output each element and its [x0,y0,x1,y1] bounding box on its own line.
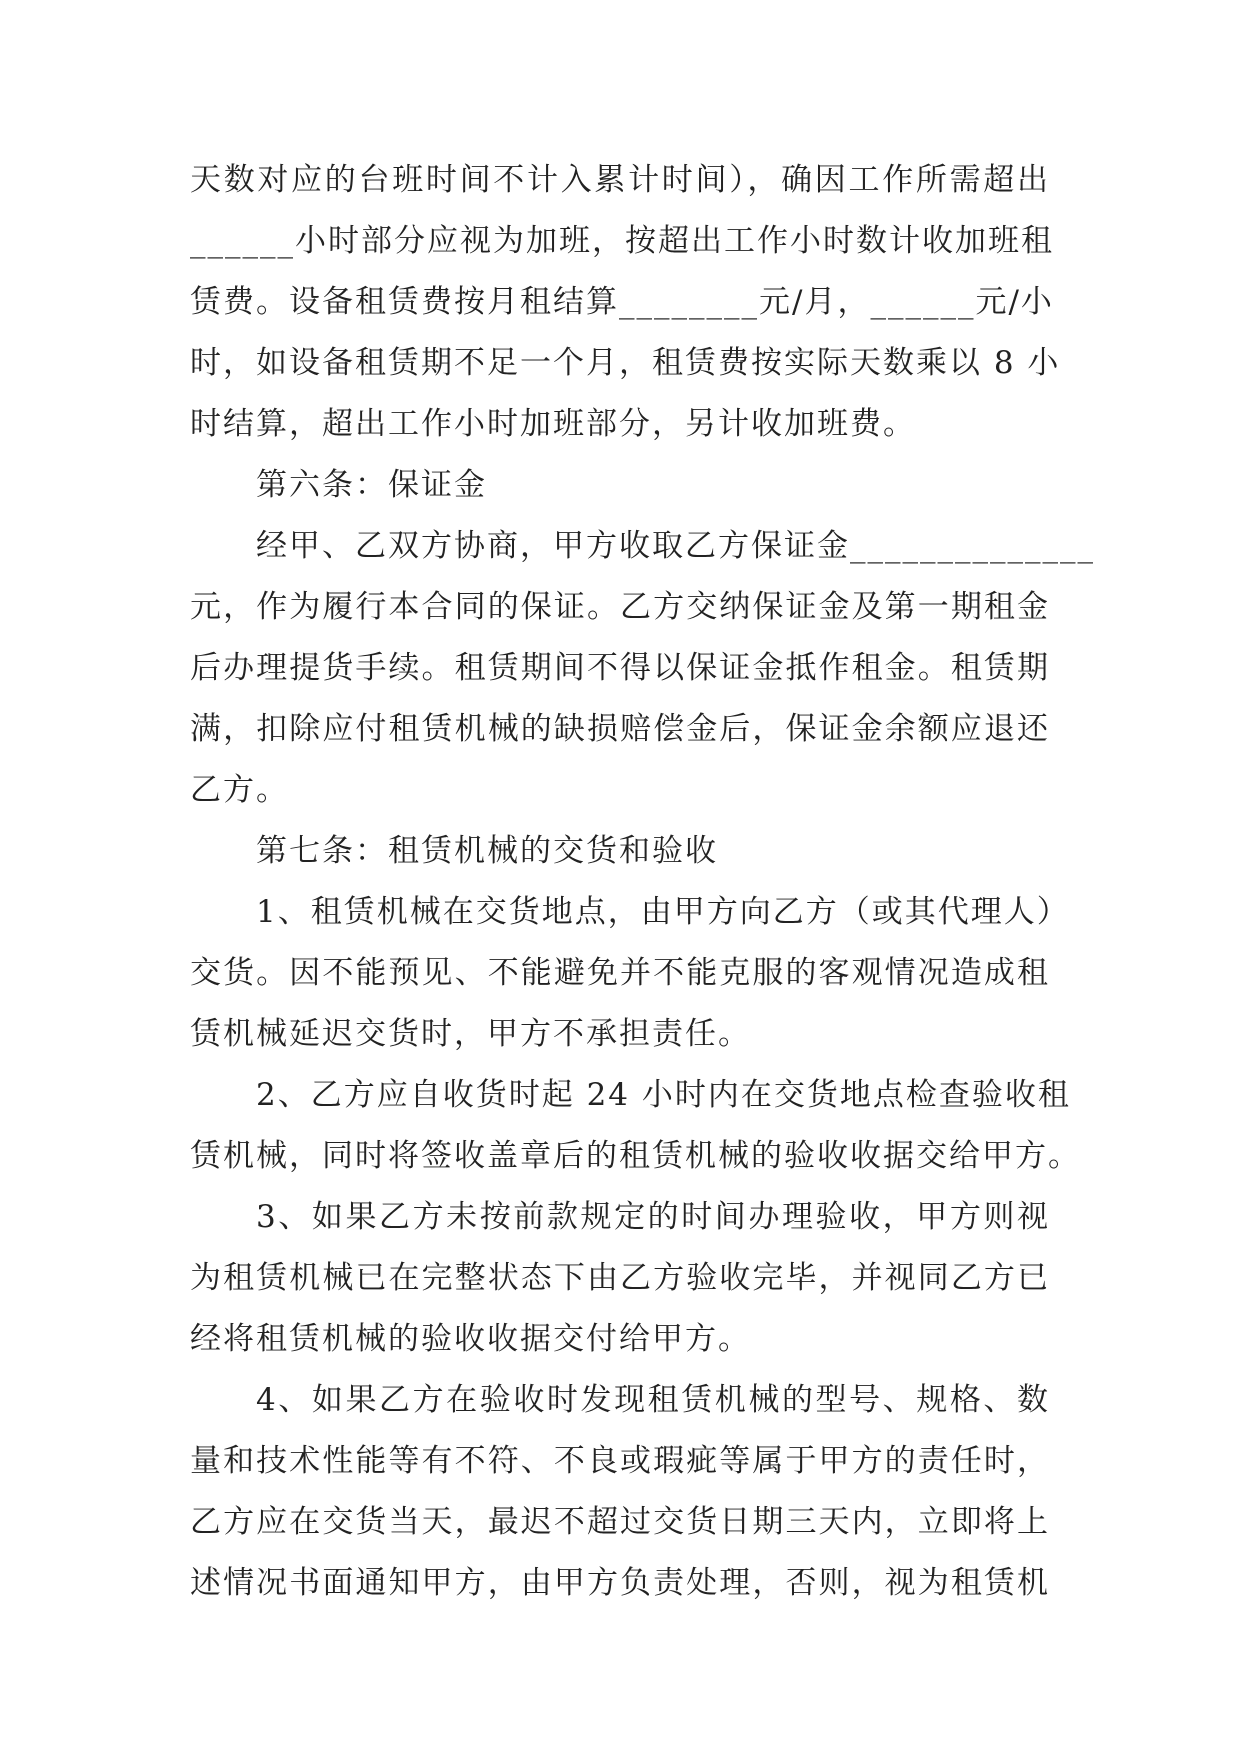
text-line: 赁费。设备租赁费按月租结算________元/月，______元/小 [190,284,1054,320]
text-line: 乙方应在交货当天，最迟不超过交货日期三天内，立即将上 [190,1504,1050,1540]
text-line: 经将租赁机械的验收收据交付给甲方。 [190,1321,751,1357]
text-line: 满，扣除应付租赁机械的缺损赔偿金后，保证金余额应退还 [190,711,1050,747]
text-line: 经甲、乙双方协商，甲方收取乙方保证金______________ [256,528,1095,564]
text-line: 交货。因不能预见、不能避免并不能克服的客观情况造成租 [190,955,1050,991]
text-line: 乙方。 [190,772,289,808]
text-line: 4、如果乙方在验收时发现租赁机械的型号、规格、数 [256,1382,1050,1418]
text-line: 时，如设备租赁期不足一个月，租赁费按实际天数乘以 8 小 [190,345,1061,381]
text-line: 1、租赁机械在交货地点，由甲方向乙方（或其代理人） [256,894,1070,930]
text-line: 2、乙方应自收货时起 24 小时内在交货地点检查验收租 [256,1077,1071,1113]
section-heading: 第六条：保证金 [256,467,487,503]
text-line: 述情况书面通知甲方，由甲方负责处理，否则，视为租赁机 [190,1565,1050,1601]
text-line: 3、如果乙方未按前款规定的时间办理验收，甲方则视 [256,1199,1050,1235]
text-line: 赁机械延迟交货时，甲方不承担责任。 [190,1016,751,1052]
text-line: ______小时部分应视为加班，按超出工作小时数计收加班租 [190,223,1054,259]
text-line: 天数对应的台班时间不计入累计时间），确因工作所需超出 [190,162,1050,198]
text-line: 元，作为履行本合同的保证。乙方交纳保证金及第一期租金 [190,589,1050,625]
section-heading: 第七条：租赁机械的交货和验收 [256,833,718,869]
text-line: 赁机械，同时将签收盖章后的租赁机械的验收收据交给甲方。 [190,1138,1081,1174]
text-line: 为租赁机械已在完整状态下由乙方验收完毕，并视同乙方已 [190,1260,1050,1296]
text-line: 后办理提货手续。租赁期间不得以保证金抵作租金。租赁期 [190,650,1050,686]
text-line: 量和技术性能等有不符、不良或瑕疵等属于甲方的责任时， [190,1443,1050,1479]
text-line: 时结算，超出工作小时加班部分，另计收加班费。 [190,406,916,442]
document-body [190,150,1095,1614]
